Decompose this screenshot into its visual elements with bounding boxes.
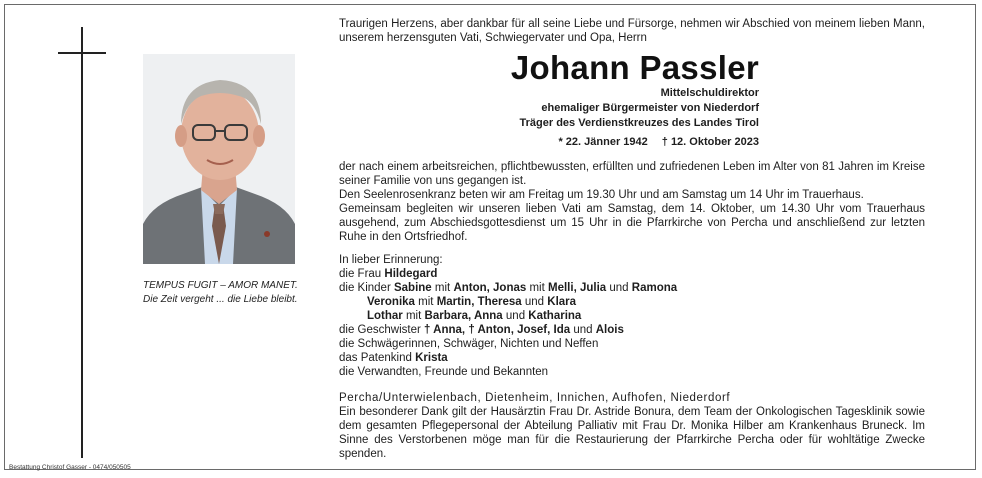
mourner-row-children: die Kinder Sabine mit Anton, Jonas mit Melli, Julia und Ramona — [339, 282, 678, 294]
portrait-photo — [143, 54, 295, 264]
mourner-row-inlaws: die Schwägerinnen, Schwäger, Nichten und Neffen — [339, 338, 599, 350]
deceased-name: Johann Passler — [510, 49, 759, 86]
title-line: ehemaliger Bürgermeister von Niederdorf — [541, 102, 759, 114]
motto-german: Die Zeit vergeht ... die Liebe bleibt. — [143, 294, 298, 305]
mourner-row-veronika: Veronika mit Martin, Theresa und Klara — [367, 296, 577, 308]
life-dates — [339, 135, 925, 150]
mourner-row-godchild: das Patenkind Krista — [339, 352, 448, 364]
paragraph: Gemeinsam begleiten wir unseren lieben Vati am Samstag, dem 14. Oktober, um 14.30 Uhr vom Trauerhaus ausgehend, zum Abschiedsgottesdienst um 15 Uhr in die Pfarrkirche von Percha und anschließend zur letzten Ruhe in den Ortsfriedhof. — [339, 203, 925, 243]
motto — [143, 279, 298, 307]
mourner-row-relatives: die Verwandten, Freunde und Bekannten — [339, 366, 549, 378]
funeral-home-footer: Bestattung Christof Gasser - 0474/050505 — [9, 464, 131, 471]
mourner-row-wife: die Frau Hildegard — [339, 268, 438, 280]
title-line: Träger des Verdienstkreuzes des Landes Tirol — [519, 117, 759, 129]
obituary-text — [339, 17, 925, 461]
body-paragraphs — [339, 160, 925, 244]
death-date: † 12. Oktober 2023 — [661, 136, 759, 148]
title-line: Mittelschuldirektor — [660, 87, 759, 99]
mourner-row-lothar: Lothar mit Barbara, Anna und Katharina — [367, 310, 582, 322]
motto-latin: TEMPUS FUGIT – AMOR MANET. — [143, 280, 298, 291]
deceased-titles — [339, 86, 925, 131]
paragraph: Den Seelenrosenkranz beten wir am Freitag um 19.30 Uhr und am Samstag um 14 Uhr im Trauerhaus. — [339, 189, 864, 201]
mourners-list — [339, 253, 925, 379]
thanks-text: Ein besonderer Dank gilt der Hausärztin Frau Dr. Astride Bonura, dem Team der Onkologischen Tagesklinik sowie dem gesamten Pflegepersonal der Abteilung Palliativ mit Frau Dr. Monika Hilber am Krankenhaus Bruneck. Im Sinne des Verstorbenen möge man für die Restaurierung der Pfarrkirche Percha oder für wohltätige Zwecke spenden. — [339, 406, 925, 460]
places-line: Percha/Unterwielenbach, Dietenheim, Innichen, Aufhofen, Niederdorf — [339, 392, 731, 404]
mourner-row-siblings: die Geschwister † Anna, † Anton, Josef, Ida und Alois — [339, 324, 624, 336]
birth-date: * 22. Jänner 1942 — [558, 136, 648, 148]
mourners-heading: In lieber Erinnerung: — [339, 254, 443, 266]
paragraph: der nach einem arbeitsreichen, pflichtbewussten, erfüllten und zufriedenen Leben im Alter von 81 Jahren im Kreise seiner Familie von uns gegangen ist. — [339, 161, 925, 187]
intro-text: Traurigen Herzens, aber dankbar für all seine Liebe und Fürsorge, nehmen wir Abschied von meinem lieben Mann, unserem herzensguten Vati, Schwiegervater und Opa, Herrn — [339, 18, 925, 44]
